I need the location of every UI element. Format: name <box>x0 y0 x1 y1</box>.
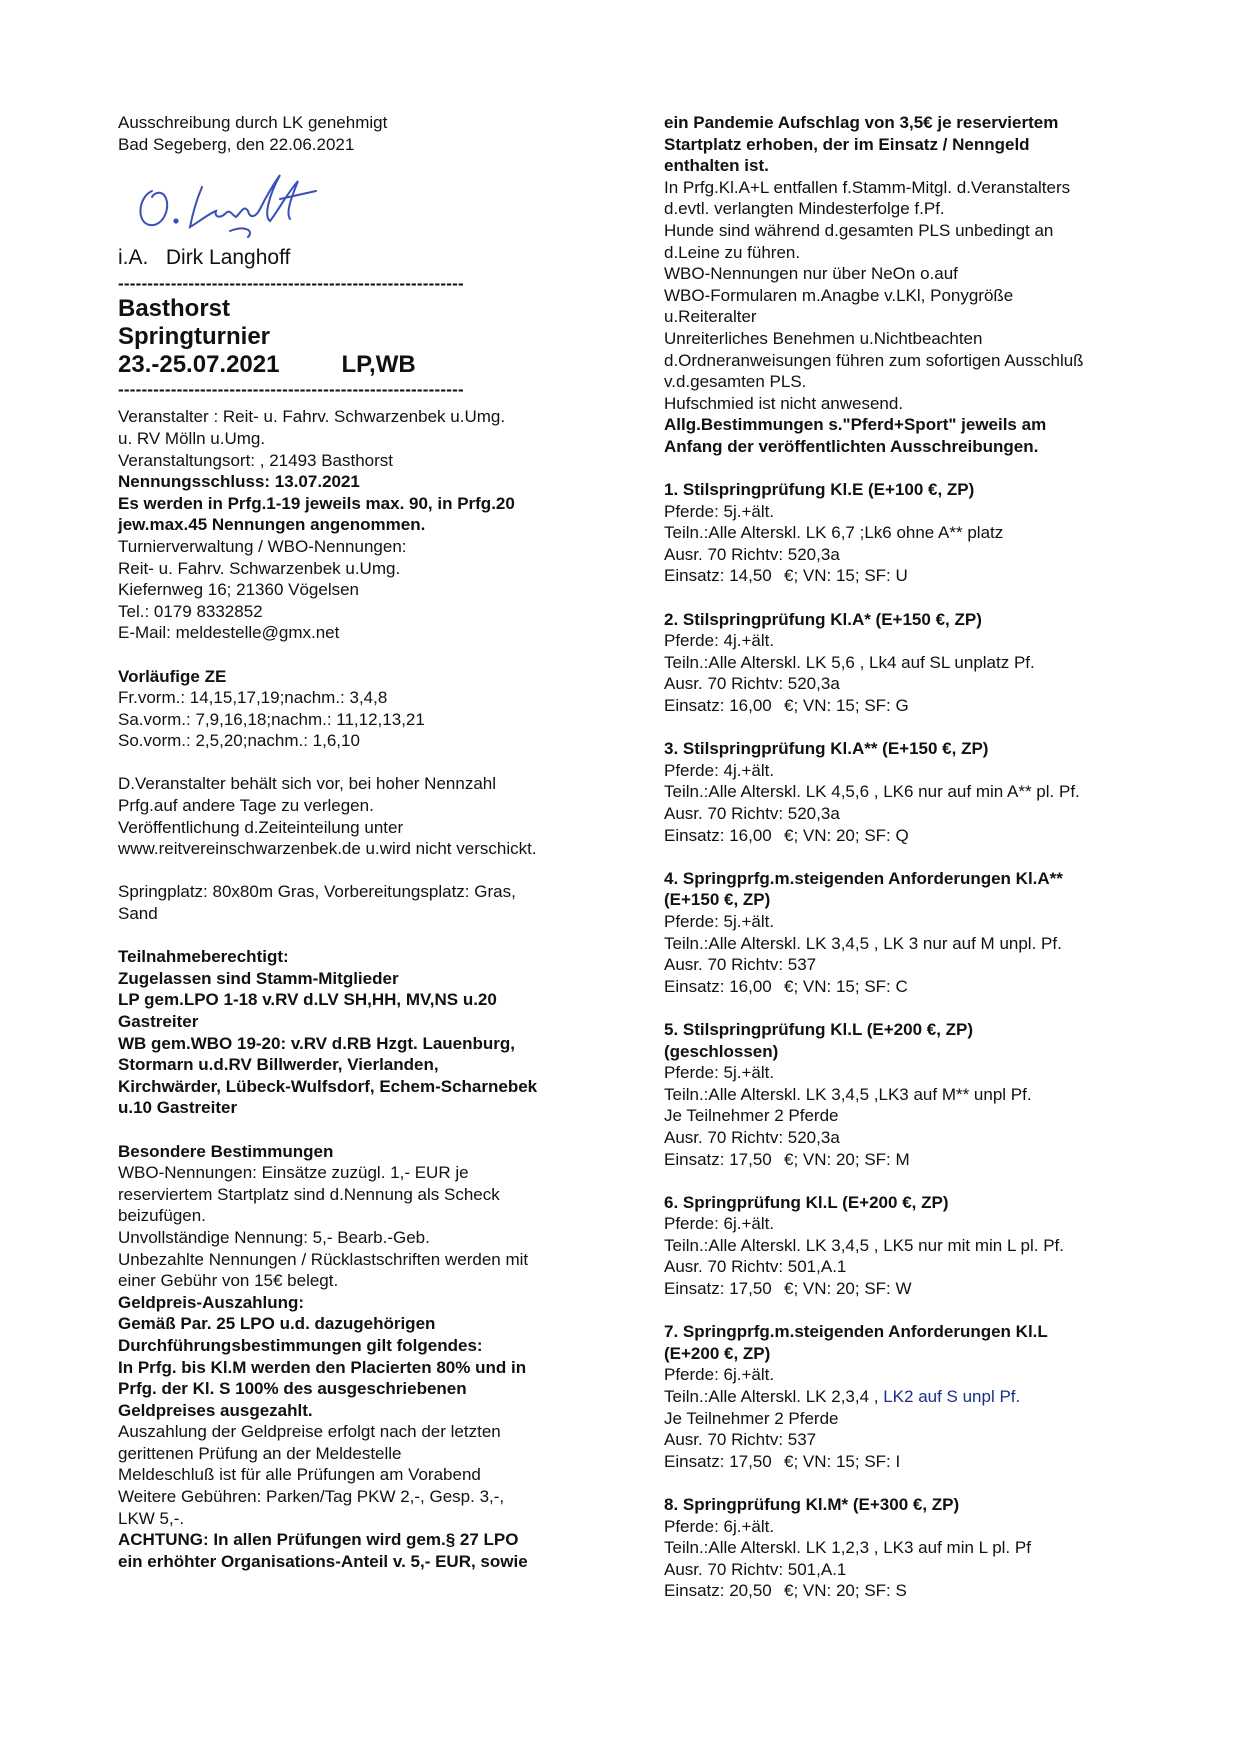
schedule-line: Fr.vorm.: 14,15,17,19;nachm.: 3,4,8 <box>118 688 388 708</box>
competition-title: (E+200 €, ZP) <box>664 1343 771 1363</box>
grounds-line: Sand <box>118 904 158 924</box>
competition-title: 7. Springprfg.m.steigenden Anforderungen Kl.L <box>664 1322 1048 1342</box>
competition-fee <box>664 1149 1164 1171</box>
event-type: Springturnier <box>118 322 271 350</box>
venue-line: Veranstaltungsort: , 21493 Basthorst <box>118 450 394 470</box>
special-line: WBO-Nennungen: Einsätze zuzügl. 1,- EUR je <box>118 1163 469 1183</box>
competition-rules: Ausr. 70 Richtv: 501,A.1 <box>664 1257 847 1277</box>
contact-address: Kiefernweg 16; 21360 Vögelsen <box>118 580 360 600</box>
participants-text: Teiln.:Alle Alterskl. LK 1,2,3 , LK3 auf min L pl. Pf <box>664 1538 1031 1558</box>
competition-participants <box>664 781 1164 803</box>
schedule-heading: Vorläufige ZE <box>118 666 227 686</box>
competition-participants <box>664 933 1164 955</box>
competition-fee <box>664 825 1164 847</box>
competition-participants <box>664 652 1164 674</box>
contact-phone: Tel.: 0179 8332852 <box>118 601 263 621</box>
pandemic-line: enthalten ist. <box>664 156 769 176</box>
competition-block <box>664 587 1164 717</box>
competition-horses: Pferde: 5j.+ält. <box>664 1063 775 1083</box>
competition-block <box>664 1170 1164 1300</box>
rule-line: v.d.gesamten PLS. <box>664 372 807 392</box>
fee-details: €; VN: 20; SF: M <box>784 1149 910 1169</box>
rule-line: WBO-Nennungen nur über NeOn o.auf <box>664 264 958 284</box>
fee-amount: Einsatz: 14,50 <box>664 566 772 586</box>
rule-line: Unreiterliches Benehmen u.Nichtbeachten <box>664 328 983 348</box>
participants-note: LK2 auf S unpl Pf. <box>883 1387 1021 1407</box>
left-column <box>118 112 608 1572</box>
event-category: LP,WB <box>341 350 416 378</box>
prize-line: Geldpreises ausgezahlt. <box>118 1400 313 1420</box>
fee-details: €; VN: 15; SF: C <box>784 976 908 996</box>
competition-participants <box>664 522 1164 544</box>
rule-line: d.Leine zu führen. <box>664 242 801 262</box>
special-heading: Besondere Bestimmungen <box>118 1141 334 1161</box>
rule-line: d.Ordneranweisungen führen zum sofortigen Ausschluß <box>664 350 1084 370</box>
pandemic-line: ein Pandemie Aufschlag von 3,5€ je reserviertem <box>664 113 1059 132</box>
participants-text: Teiln.:Alle Alterskl. LK 5,6 , Lk4 auf SL unplatz Pf. <box>664 652 1035 672</box>
eligibility-heading: Teilnahmeberechtigt: <box>118 947 289 967</box>
competition-participants <box>664 1084 1164 1106</box>
competition-title: (E+150 €, ZP) <box>664 890 771 910</box>
competition-rules: Ausr. 70 Richtv: 520,3a <box>664 674 840 694</box>
competition-title: 2. Stilspringprüfung Kl.A* (E+150 €, ZP) <box>664 609 982 629</box>
reservation-line: Prfg.auf andere Tage zu verlegen. <box>118 796 374 816</box>
competition-title: 6. Springprüfung Kl.L (E+200 €, ZP) <box>664 1192 949 1212</box>
payout-line: gerittenen Prüfung an der Meldestelle <box>118 1443 402 1463</box>
competition-horses: Pferde: 6j.+ält. <box>664 1365 775 1385</box>
rule-line: Hufschmied ist nicht anwesend. <box>664 393 904 413</box>
event-dates: 23.-25.07.2021 <box>118 350 280 378</box>
competition-block <box>664 1472 1164 1602</box>
eligibility-line: WB gem.WBO 19-20: v.RV d.RB Hzgt. Lauenburg, <box>118 1033 516 1053</box>
reservation-url: www.reitvereinschwarzenbek.de u.wird nicht verschickt. <box>118 839 537 859</box>
eligibility-line: Kirchwärder, Lübeck-Wulfsdorf, Echem-Scharnebek <box>118 1076 538 1096</box>
prize-heading: Geldpreis-Auszahlung: <box>118 1292 305 1312</box>
signature-image <box>130 161 330 241</box>
eligibility-line: LP gem.LPO 1-18 v.RV d.LV SH,HH, MV,NS u.20 <box>118 990 497 1010</box>
competition-rules: Ausr. 70 Richtv: 501,A.1 <box>664 1559 847 1579</box>
competition-horses: Pferde: 4j.+ält. <box>664 760 775 780</box>
place-date: Bad Segeberg, den 22.06.2021 <box>118 134 355 154</box>
special-line: einer Gebühr von 15€ belegt. <box>118 1271 339 1291</box>
competition-rules: Ausr. 70 Richtv: 537 <box>664 1430 817 1450</box>
divider-bottom: ----------------------------------------------------------- <box>118 379 464 399</box>
fee-details: €; VN: 20; SF: Q <box>784 825 909 845</box>
fee-details: €; VN: 15; SF: U <box>784 566 908 586</box>
fee-details: €; VN: 20; SF: W <box>784 1279 912 1299</box>
eligibility-line: Zugelassen sind Stamm-Mitglieder <box>118 968 399 988</box>
competition-title: 4. Springprfg.m.steigenden Anforderungen Kl.A** <box>664 868 1063 888</box>
rule-line: d.evtl. verlangten Mindesterfolge f.Pf. <box>664 199 945 219</box>
competition-participants <box>664 1235 1164 1257</box>
eligibility-line: Gastreiter <box>118 1012 199 1031</box>
attention-line: ACHTUNG: In allen Prüfungen wird gem.§ 27 LPO <box>118 1530 519 1550</box>
competition-block <box>664 717 1164 847</box>
entries-limit: jew.max.45 Nennungen angenommen. <box>118 515 426 535</box>
schedule-line: Sa.vorm.: 7,9,16,18;nachm.: 11,12,13,21 <box>118 709 425 729</box>
fee-details: €; VN: 20; SF: S <box>784 1581 907 1601</box>
participants-text: Teiln.:Alle Alterskl. LK 3,4,5 ,LK3 auf M** unpl Pf. <box>664 1084 1032 1104</box>
fee-details: €; VN: 15; SF: I <box>784 1451 901 1471</box>
competition-fee <box>664 1451 1164 1473</box>
competition-fee <box>664 565 1164 587</box>
special-line: beizufügen. <box>118 1206 206 1226</box>
entry-deadline: Nennungsschluss: 13.07.2021 <box>118 472 360 492</box>
competition-fee <box>664 1278 1164 1300</box>
grounds-line: Springplatz: 80x80m Gras, Vorbereitungsplatz: Gras, <box>118 882 516 902</box>
rule-line: Hunde sind während d.gesamten PLS unbedingt an <box>664 220 1054 240</box>
fee-amount: Einsatz: 17,50 <box>664 1451 772 1471</box>
approval-note: Ausschreibung durch LK genehmigt <box>118 113 388 132</box>
fees-line: LKW 5,-. <box>118 1508 185 1528</box>
special-line: reserviertem Startplatz sind d.Nennung als Scheck <box>118 1184 500 1204</box>
competition-participants <box>664 1537 1164 1559</box>
fee-amount: Einsatz: 20,50 <box>664 1581 772 1601</box>
competition-horses: Pferde: 6j.+ält. <box>664 1516 775 1536</box>
participants-text: Teiln.:Alle Alterskl. LK 3,4,5 , LK5 nur mit min L pl. Pf. <box>664 1235 1064 1255</box>
rule-line: In Prfg.Kl.A+L entfallen f.Stamm-Mitgl. d.Veranstalters <box>664 177 1071 197</box>
competition-rules: Ausr. 70 Richtv: 537 <box>664 955 817 975</box>
competition-block <box>664 1300 1164 1473</box>
competition-extra: Je Teilnehmer 2 Pferde <box>664 1408 839 1428</box>
competition-block <box>664 997 1164 1170</box>
rule-line: WBO-Formularen m.Anagbe v.LKl, Ponygröße <box>664 285 1014 305</box>
competition-horses: Pferde: 6j.+ält. <box>664 1214 775 1234</box>
right-column <box>664 112 1164 1602</box>
competition-title: 8. Springprüfung Kl.M* (E+300 €, ZP) <box>664 1495 960 1514</box>
prize-line: Durchführungsbestimmungen gilt folgendes: <box>118 1335 483 1355</box>
fee-amount: Einsatz: 16,00 <box>664 976 772 996</box>
attention-line: ein erhöhter Organisations-Anteil v. 5,- EUR, sowie <box>118 1551 528 1571</box>
competition-fee <box>664 695 1164 717</box>
signatory-prefix: i.A. <box>118 246 149 270</box>
prize-line: Prfg. der Kl. S 100% des ausgeschriebenen <box>118 1379 467 1399</box>
fees-line: Weitere Gebühren: Parken/Tag PKW 2,-, Gesp. 3,-, <box>118 1487 505 1507</box>
fee-amount: Einsatz: 17,50 <box>664 1149 772 1169</box>
competition-participants <box>664 1386 1164 1408</box>
reservation-line: Veröffentlichung d.Zeiteinteilung unter <box>118 817 404 837</box>
competition-horses: Pferde: 4j.+ält. <box>664 631 775 651</box>
signature <box>118 155 608 243</box>
competition-horses: Pferde: 5j.+ält. <box>664 501 775 521</box>
pandemic-line: Startplatz erhoben, der im Einsatz / Nenngeld <box>664 134 1030 154</box>
eligibility-line: Stormarn u.d.RV Billwerder, Vierlanden, <box>118 1055 439 1075</box>
payout-line: Auszahlung der Geldpreise erfolgt nach der letzten <box>118 1422 501 1442</box>
organizer-line: Veranstalter : Reit- u. Fahrv. Schwarzenbek u.Umg. <box>118 407 506 427</box>
competition-rules: Ausr. 70 Richtv: 520,3a <box>664 804 840 823</box>
competition-fee <box>664 976 1164 998</box>
special-line: Unvollständige Nennung: 5,- Bearb.-Geb. <box>118 1227 430 1247</box>
entries-limit: Es werden in Prfg.1-19 jeweils max. 90, in Prfg.20 <box>118 493 515 513</box>
schedule-line: So.vorm.: 2,5,20;nachm.: 1,6,10 <box>118 731 360 751</box>
fee-amount: Einsatz: 16,00 <box>664 825 772 845</box>
competition-rules: Ausr. 70 Richtv: 520,3a <box>664 544 840 564</box>
general-rules-line: Anfang der veröffentlichten Ausschreibungen. <box>664 436 1039 456</box>
prize-line: Gemäß Par. 25 LPO u.d. dazugehörigen <box>118 1314 436 1334</box>
competition-block <box>664 458 1164 588</box>
fee-amount: Einsatz: 17,50 <box>664 1279 772 1299</box>
competition-block <box>664 846 1164 997</box>
competition-horses: Pferde: 5j.+ält. <box>664 911 775 931</box>
competition-rules: Ausr. 70 Richtv: 520,3a <box>664 1127 840 1147</box>
signatory-name: Dirk Langhoff <box>165 246 291 270</box>
participants-text: Teiln.:Alle Alterskl. LK 6,7 ;Lk6 ohne A** platz <box>664 523 1004 543</box>
competition-title: 1. Stilspringprüfung Kl.E (E+100 €, ZP) <box>664 480 975 500</box>
contact-email: E-Mail: meldestelle@gmx.net <box>118 623 340 643</box>
organizer-line: u. RV Mölln u.Umg. <box>118 428 266 448</box>
general-rules-line: Allg.Bestimmungen s."Pferd+Sport" jeweils am <box>664 415 1047 435</box>
competition-extra: Je Teilnehmer 2 Pferde <box>664 1106 839 1126</box>
signatory <box>118 243 608 273</box>
participants-text: Teiln.:Alle Alterskl. LK 3,4,5 , LK 3 nur auf M unpl. Pf. <box>664 933 1062 953</box>
fee-amount: Einsatz: 16,00 <box>664 696 772 716</box>
fee-details: €; VN: 15; SF: G <box>784 696 909 716</box>
contact-line: Reit- u. Fahrv. Schwarzenbek u.Umg. <box>118 558 401 578</box>
prize-line: In Prfg. bis Kl.M werden den Placierten 80% und in <box>118 1357 527 1377</box>
competition-title: 3. Stilspringprüfung Kl.A** (E+150 €, ZP) <box>664 739 989 759</box>
event-location: Basthorst <box>118 294 231 322</box>
competition-title: 5. Stilspringprüfung Kl.L (E+200 €, ZP) <box>664 1019 974 1039</box>
contact-line: Turnierverwaltung / WBO-Nennungen: <box>118 536 407 556</box>
competition-fee <box>664 1580 1164 1602</box>
participants-text: Teiln.:Alle Alterskl. LK 4,5,6 , LK6 nur auf min A** pl. Pf. <box>664 782 1080 802</box>
divider-top: ----------------------------------------------------------- <box>118 274 464 294</box>
competition-list <box>664 458 1164 1602</box>
payout-line: Meldeschluß ist für alle Prüfungen am Vorabend <box>118 1465 481 1485</box>
eligibility-line: u.10 Gastreiter <box>118 1098 238 1118</box>
rule-line: u.Reiteralter <box>664 307 757 327</box>
participants-text: Teiln.:Alle Alterskl. LK 2,3,4 , <box>664 1387 884 1407</box>
special-line: Unbezahlte Nennungen / Rücklastschriften werden mit <box>118 1249 529 1269</box>
reservation-line: D.Veranstalter behält sich vor, bei hoher Nennzahl <box>118 774 497 794</box>
event-dates-line <box>118 351 608 379</box>
competition-title: (geschlossen) <box>664 1041 779 1061</box>
